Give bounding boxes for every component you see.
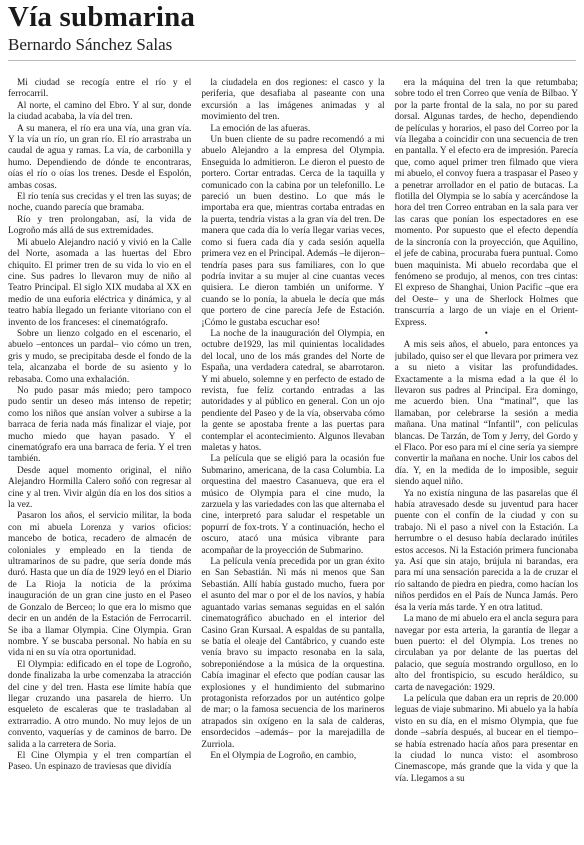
paragraph: La emoción de las afueras. — [210, 123, 311, 134]
paragraph: La película que se eligió para la ocasión fue Submarino, americana, de la casa Columbia. La orquestina del maestro Casanueva, que era el músico de Olympia para el cine mudo, la zarzuela y las variedades con las que alternaba el cine, interpretó para saludar el respetable un popurrí de fox-trots. Y a continuación, hecho el oscuro, atacó una música vibrante para acompañar de la proyección de Submarino. — [201, 454, 385, 556]
paragraph: En el Olympia de Logroño, en cambio, — [210, 750, 357, 761]
paragraph: A mis seis años, el abuelo, para entonces ya jubilado, quiso ser el que llevara por primera vez a su nieto a visitar las profundidades. Exactamente a la misma edad a la que él lo llevaron sus padres al Principal. Era domingo, me acuerdo bien. Una “matinal”, que las llamaban, por celebrarse la sesión a media mañana. Una matinal “Infantil”, con películas blancas. De Tarzán, de Tom y Jerry, del Gordo y el Flaco. Por eso para mí el cine sería ya siempre convertir la mañana en noche. Unir los cabos del día. Y, en la medida de lo imposible, seguir siendo aquel niño. — [394, 340, 578, 488]
paragraph: La mano de mi abuelo era el ancla segura para navegar por esta arteria, la garantía de llegar a buen puerto: el del Olympia. Los trenes no circulaban ya por delante de las puertas del palacio, que seguía mostrando orgulloso, en lo alto del frontispicio, su escudo heráldico, su carta de navegación: 1929. — [394, 614, 578, 693]
paragraph: Mi abuelo Alejandro nació y vivió en la Calle del Norte, asomada a las huertas del Ebro chiquito. El primer tren de su vida lo vio en el cine. Sus padres lo llevaron muy de niño al Teatro Principal. El siglo XIX mudaba al XX en medio de una euforia eléctrica y dinámica, y al teatro había llegado un feriante vitoriano con el invento de los franceses: el cinematógrafo. — [8, 237, 192, 328]
paragraph: Ya no existía ninguna de las pasarelas que él había atravesado desde su juventud para hacer puente con el confín de la ciudad y con su trabajo. Ni el paso a nivel con la Estación. La herrumbre o el desuso había declarado inútiles estos accesos. Ni la Estación primera funcionaba ya. Así que sin atajo, brújula ni barandas, era para mí una sensación parecida a la de cruzar el río saltando de piedra en piedra, como hacían los niños perdidos en el País de Nunca Jamás. Pero ésa la vería más tarde. Y en otra latitud. — [394, 488, 578, 613]
text-column-2 — [201, 78, 384, 845]
article-title: Vía submarina — [8, 1, 196, 33]
paragraph: La película venía precedida por un gran éxito en San Sebastián. Ni más ni menos que San Sebastián. Allí había gustado mucho, fuera por el asunto del mar o por el de los navíos, y había aguantado varias semanas seguidas en el salón cinematográfico abuchado en el interior del Casino Gran Kursaal. A espaldas de su pantalla, se batía el oleaje del Cantábrico, y cuando este venía bravo su impacto resonaba en la sala, sobreponiéndose a la música de la orquestina. Cabía imaginar el efecto que podían causar las explosiones y el hundimiento del submarino protagonista reforzados por un auténtico golpe de mar; o la famosa secuencia de los marineros atrapados sin oxígeno en la sala de calderas, ensordecidos –además– por la marejadilla de Zurriola. — [201, 557, 385, 750]
paragraph: El Olympia: edificado en el tope de Logroño, donde finalizaba la urbe comenzaba la atracción del cine y del tren. Hasta ese límite había que llegar cruzando una pasarela de hierro. Un esqueleto de escaleras que te trasladaban al extrarradio. A otro mundo. No muy lejos de un convento, vaquerías y de caminos de barro. De salida a la carretera de Soria. — [8, 659, 192, 750]
paragraph: Mi ciudad se recogía entre el río y el ferrocarril. — [8, 78, 192, 100]
article-body — [8, 78, 578, 845]
section-break: • — [484, 328, 488, 339]
paragraph: El río tenía sus crecidas y el tren las suyas; de noche, cuando parecía que bramaba. — [8, 192, 192, 214]
paragraph: la ciudadela en dos regiones: el casco y la periferia, que desafiaba al paseante con una excursión a las imágenes animadas y al movimiento del tren. — [201, 78, 385, 123]
paragraph: A su manera, el río era una vía, una gran vía. Y la vía un río, un gran río. El río arrastraba un caudal de agua y ramas. La vía, de carbonilla y humo. Dependiendo de dónde te encontraras, oías el río o oías los trenes. Desde el Espolón, ambas cosas. — [8, 123, 192, 191]
article-author: Bernardo Sánchez Salas — [8, 35, 173, 54]
paragraph: Un buen cliente de su padre recomendó a mi abuelo Alejandro a la empresa del Olympia. Enseguida lo admitieron. Le dieron el puesto de portero. Cortar entradas. Cerca de la taquilla y comunicado con la cabina por un telefonillo. Le pareció un buen destino. Lo que más le importaba era que, mientras cortaba entradas en la puerta, tendría vistas a la gran vía del tren. De manera que cada día lo vería llegar varias veces, como si fuera cada día y cada sesión aquella primera vez en el Principal. Además –le dijeron– tendría pases para sus familiares, con lo que podría invitar a su mujer al cine cuantas veces quisiera. Le dieron también un uniforme. Y cuando se lo ponía, la abuela le decía que más que portero de cine parecía Jefe de Estación. ¡Cómo le gustaba escuchar eso! — [201, 135, 385, 328]
text-column-3 — [395, 78, 578, 845]
paragraph: El Cine Olympia y el tren compartían el Paseo. Un espinazo de traviesas que dividía — [8, 750, 192, 773]
paragraph: La noche de la inauguración del Olympia, en octubre de1929, las mil quinientas localidades del local, uno de los más grandes del Norte de España, una verdadera catedral, se abarrotaron. Y mi abuelo, solemne y en perfecto de estado de revista, fue feliz cortando entradas a las autoridades y al público en general. Con un ojo pendiente del Paseo y de la vía, observaba cómo la gente se apostaba frente a las puertas para contemplar el acontecimiento. Algunos llevaban maletas y hatos. — [201, 328, 385, 453]
text-column-1 — [8, 78, 191, 845]
paragraph: Pasaron los años, el servicio militar, la boda con mi abuela Lorenza y varios oficios: mancebo de botica, recadero de almacén de coloniales y empleado en la tienda de ultramarinos de su padre, que sería donde más duró. Hasta que un día de 1929 leyó en el Diario de La Rioja la noticia de la próxima inauguración de un gran cine justo en el Paseo de Gonzalo de Berceo; lo que era lo mismo que decir en un andén de la Estación de Ferrocarril. Se iba a llamar Olympia. Cine Olympia. Gran nombre. Y se buscaba personal. No había en su vida ni en su vía otra oportunidad. — [8, 511, 192, 659]
paragraph: Al norte, el camino del Ebro. Y al sur, donde la ciudad acababa, la vía del tren. — [8, 100, 192, 123]
paragraph: No pudo pasar más miedo; pero tampoco pudo sentir un deseo más intenso de repetir; como los niños que ansían volver a subirse a la barraca de feria nada más finalizar el viaje, por mucho miedo que hayan pasado. Y el cinematógrafo era una barraca de feria. Y el tren también. — [8, 385, 192, 465]
paragraph: La película que daban era un repris de 20.000 leguas de viaje submarino. Mi abuelo ya la había visto en su día, en el mismo Olympia, que fue donde –sabría después, al bucear en el tiempo– se había estrenado hacía años para presentar en la ciudad lo nunca visto: el asombroso Cinemascope, más grande que la vida y que la vía. Llegamos a su — [394, 693, 578, 784]
paragraph: era la máquina del tren la que retumbaba; sobre todo el tren Correo que venía de Bilbao. Y por la parte frontal de la sala, no por su pared dorsal. Algunas tardes, de hecho, dependiendo de películas y horarios, el paso del Correo por la vía llegaba a coincidir con una secuencia de tren en pantalla. Y el efecto era de impresión. Parecía que, como aquel primer tren filmado que viera mi abuelo, el convoy fuera a traspasar el Paseo y a penetrar arrollador en el patio de butacas. La flotilla del Olympia se lo sabía y acercándose la hora del tren Correo entraban en la sala para ver las caras que ponían los espectadores en ese momento. Por supuesto que el efecto dependía de la sincronía con la proyección, que Aquilino, el jefe de cabina, procuraba fuera puntual. Como buen maquinista. Mi abuelo recordaba que el fenómeno se produjo, al menos, con tres cintas: El expreso de Shanghai, Union Pacific –que era del Oeste– y una de Sherlock Holmes que transcurría a largo de un viaje en el Orient-Express. — [394, 78, 578, 328]
paragraph: Río y tren prolongaban, así, la vida de Logroño más allá de sus extremidades. — [8, 214, 192, 237]
paragraph: Desde aquel momento original, el niño Alejandro Hormilla Calero soñó con regresar al cine y al tren. Vivir algún día en los dos sitios a la vez. — [8, 465, 192, 511]
paragraph: Sobre un lienzo colgado en el escenario, el abuelo –entonces un pardal– vio cómo un tren, gris y mudo, se precipitaba desde el fondo de la tela, alcanzaba el borde de su asiento y lo rebasaba. Como una exhalación. — [8, 328, 192, 385]
title-divider — [8, 60, 576, 61]
